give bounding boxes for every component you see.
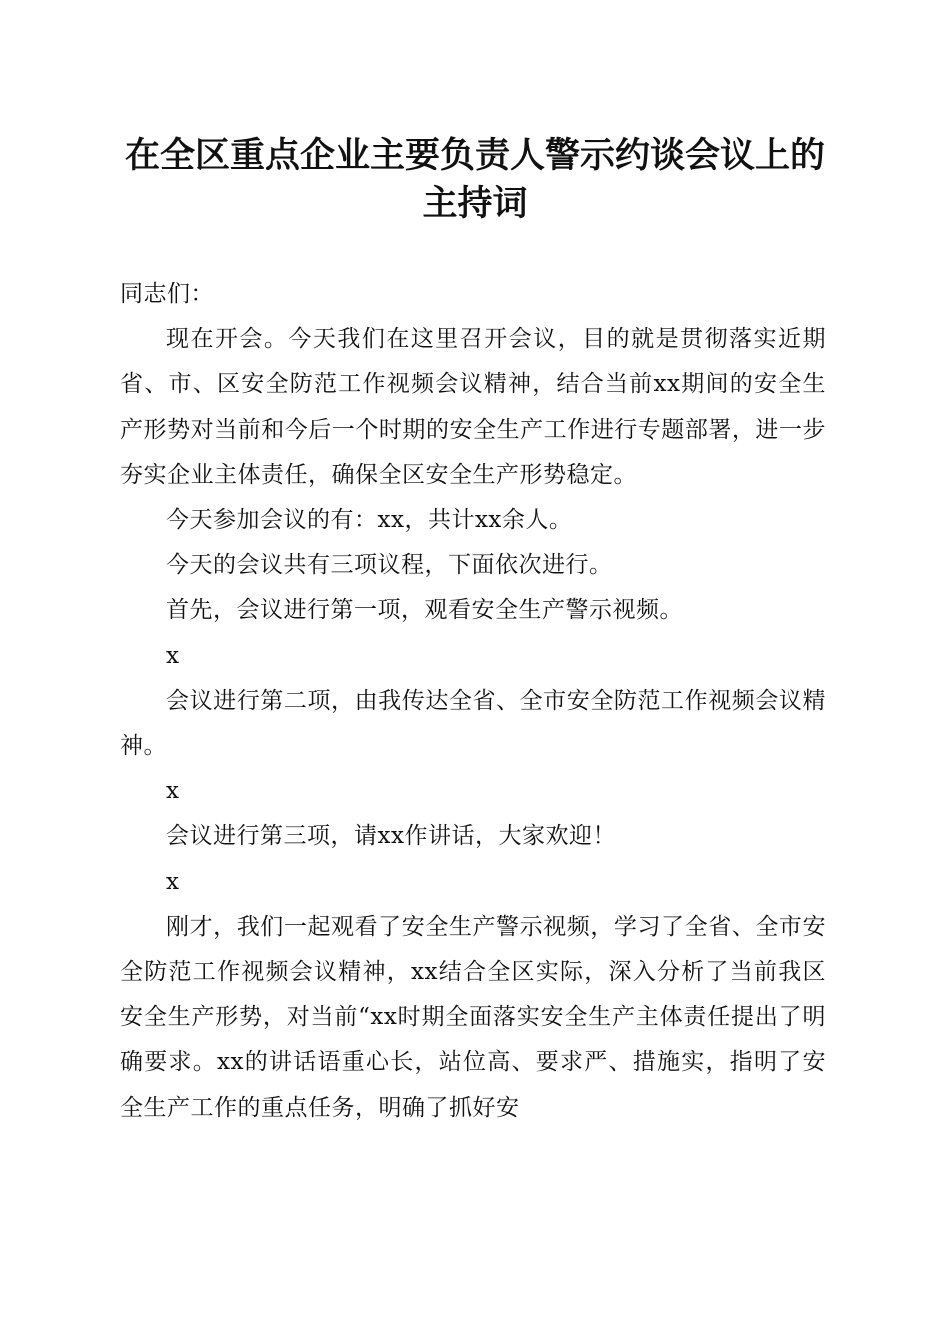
paragraph-item-3: 会议进行第三项，请xx作讲话，大家欢迎！ xyxy=(166,823,616,850)
paragraph-summary: 刚才，我们一起观看了安全生产警示视频，学习了全省、全市安全防范工作视频会议精神，xx结合全区实际，深入分析了当前我区安全生产形势，对当前“xx时期全面落实安全生产主体责任提出了明确要求。xx的讲话语重心长，站位高、要求严、措施实，指明了安全生产工作的重点任务，明确了抓好安 xyxy=(120,913,826,1121)
paragraph-agenda: 今天的会议共有三项议程，下面依次进行。 xyxy=(166,552,613,579)
placeholder-x-2: x xyxy=(166,778,180,805)
document-body xyxy=(120,272,826,1131)
paragraph-item-2: 会议进行第二项，由我传达全省、全市安全防范工作视频会议精神。 xyxy=(120,687,826,760)
placeholder-x-1: x xyxy=(166,642,180,669)
paragraph-attendees: 今天参加会议的有：xx，共计xx余人。 xyxy=(166,507,573,534)
paragraph-opening: 现在开会。今天我们在这里召开会议，目的就是贯彻落实近期省、市、区安全防范工作视频会议精神，结合当前xx期间的安全生产形势对当前和今后一个时期的安全生产工作进行专题部署，进一步夯实企业主体责任，确保全区安全生产形势稳定。 xyxy=(120,326,826,488)
placeholder-x-3: x xyxy=(166,868,180,895)
document-title-line2: 主持词 xyxy=(422,183,528,224)
salutation: 同志们： xyxy=(120,281,214,307)
document-title-line1: 在全区重点企业主要负责人警示约谈会议上的 xyxy=(124,135,825,176)
paragraph-item-1: 首先，会议进行第一项，观看安全生产警示视频。 xyxy=(166,597,683,624)
